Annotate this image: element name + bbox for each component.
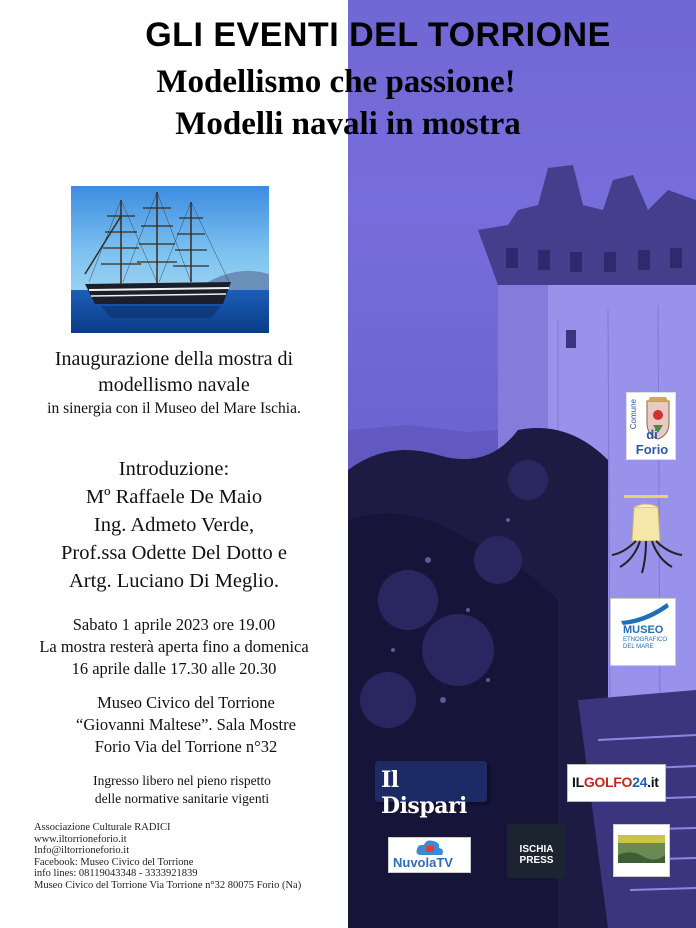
il-dispari-text: Il Dispari bbox=[381, 767, 467, 819]
museo-name: MUSEO bbox=[623, 624, 664, 636]
association-email: Info@iltorrioneforio.it bbox=[34, 845, 130, 857]
wave-icon bbox=[617, 601, 673, 625]
radici-logo bbox=[606, 493, 686, 575]
speaker: Artg. Luciano Di Meglio. bbox=[68, 570, 280, 592]
entry-notice bbox=[8, 772, 356, 808]
introduction-heading: Introduzione: bbox=[118, 458, 230, 480]
poster-title: GLI EVENTI DEL TORRIONE bbox=[145, 16, 611, 54]
museo-subtitle: ETNOGRAFICO DEL MARE bbox=[623, 637, 668, 650]
radio-logo-graphic bbox=[614, 825, 669, 876]
comune-name: di Forio bbox=[635, 427, 669, 457]
venue-line-3: Forio Via del Torrione n°32 bbox=[94, 737, 278, 756]
association-info bbox=[34, 822, 354, 892]
inauguration-line-1: Inaugurazione della mostra di bbox=[54, 348, 294, 370]
association-phone: info lines: 08119043348 - 3333921839 bbox=[34, 868, 198, 880]
poster-subtitle-2: Modelli navali in mostra bbox=[175, 106, 521, 142]
ship-photo bbox=[71, 186, 269, 333]
comune-forio-logo bbox=[626, 392, 676, 460]
speaker: Prof.ssa Odette Del Dotto e bbox=[60, 542, 288, 564]
schedule-line-3: 16 aprile dalle 17.30 alle 20.30 bbox=[71, 659, 277, 678]
venue-line-2: “Giovanni Maltese”. Sala Mostre bbox=[76, 715, 296, 734]
ischia-press-logo bbox=[507, 824, 566, 878]
entry-line-2: delle normative sanitarie vigenti bbox=[94, 791, 270, 806]
radio-logo bbox=[613, 824, 670, 877]
venue-block bbox=[12, 692, 360, 758]
speaker: Mº Raffaele De Maio bbox=[85, 486, 263, 508]
il-golfo-24-logo bbox=[567, 764, 666, 802]
ischia-press-text: ISCHIA PRESS bbox=[519, 844, 554, 866]
inauguration-text bbox=[0, 346, 348, 420]
nuvola-tv-logo bbox=[388, 837, 471, 873]
schedule-line-1: Sabato 1 aprile 2023 ore 19.00 bbox=[72, 615, 276, 634]
poster-subtitle-1: Modellismo che passione! bbox=[156, 64, 516, 100]
speaker: Ing. Admeto Verde, bbox=[93, 514, 255, 536]
inauguration-line-3: in sinergia con il Museo del Mare Ischia. bbox=[47, 400, 301, 417]
museo-del-mare-logo bbox=[610, 598, 676, 666]
inauguration-line-2: modellismo navale bbox=[98, 374, 250, 396]
association-facebook: Facebook: Museo Civico del Torrione bbox=[34, 856, 194, 868]
association-website: www.iltorrioneforio.it bbox=[34, 833, 127, 845]
association-address: Museo Civico del Torrione Via Torrione n°32 80075 Forio (Na) bbox=[34, 879, 302, 891]
entry-line-1: Ingresso libero nel pieno rispetto bbox=[93, 773, 271, 788]
introduction-block bbox=[0, 455, 348, 595]
association-line: Associazione Culturale RADICI bbox=[34, 822, 171, 833]
nuvola-tv-text: NuvolaTV bbox=[393, 855, 453, 870]
venue-line-1: Museo Civico del Torrione bbox=[97, 693, 275, 712]
il-dispari-logo bbox=[375, 761, 487, 819]
il-golfo-text: ILGOLFO24.it bbox=[572, 774, 659, 790]
schedule-line-2: La mostra resterà aperta fino a domenica bbox=[39, 637, 309, 656]
comune-label: Comune bbox=[629, 399, 638, 430]
schedule-block bbox=[0, 614, 348, 680]
